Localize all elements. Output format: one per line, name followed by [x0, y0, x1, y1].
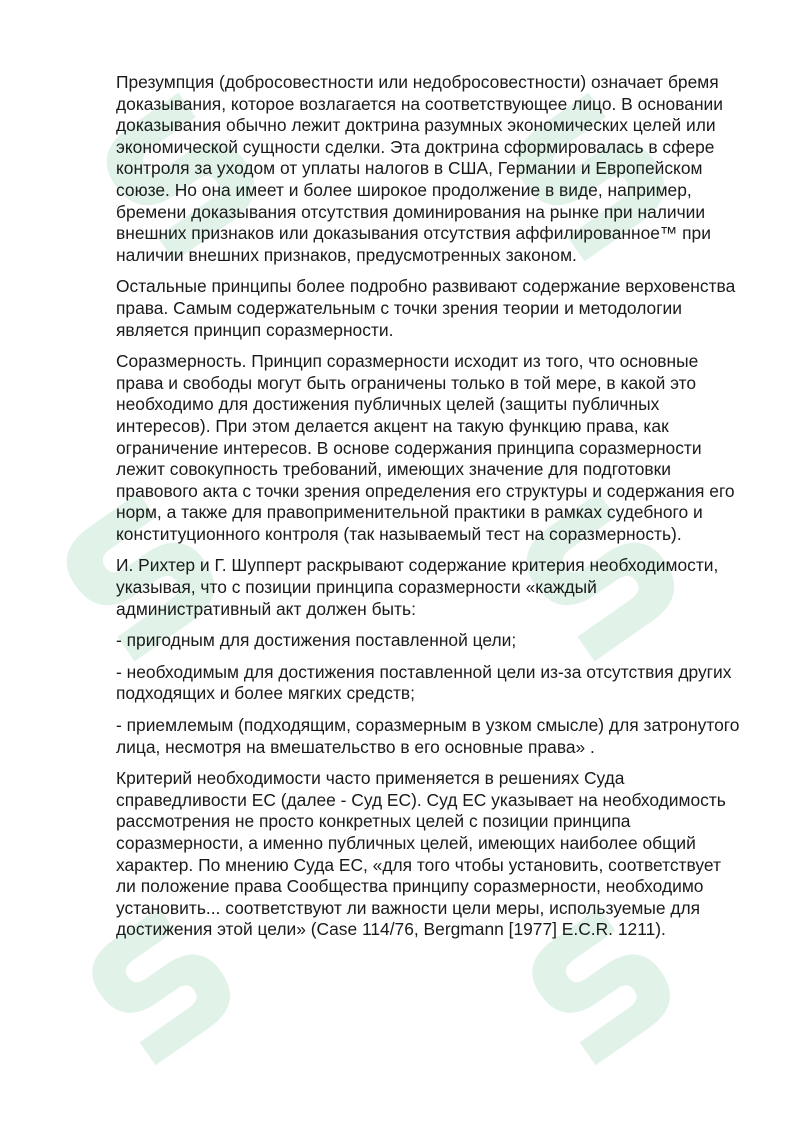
document-body — [116, 72, 744, 951]
list-item-acceptable: - приемлемым (подходящим, соразмерным в узком смысле) для затронутого лица, несмотря на вмешательство в его основные права» . — [116, 715, 740, 757]
list-item-suitable: - пригодным для достижения поставленной цели; — [116, 630, 517, 651]
paragraph-presumption: Презумпция (добросовестности или недобросовестности) означает бремя доказывания, которое возлагается на соответствующее лицо. В основании доказывания обычно лежит доктрина разумных экономических целей или экономической сущности сделки. Эта доктрина сформировалась в сфере контроля за уходом от уплаты налогов в США, Германии и Европейском союзе. Но она имеет и более широкое продолжение в виде, например, бремени доказывания отсутствия доминирования на рынке при наличии внешних признаков или доказывания отсутствия аффилированное™ при наличии внешних признаков, предусмотренных законом. — [116, 72, 723, 265]
paragraph-necessity-criterion: Критерий необходимости часто применяется в решениях Суда справедливости ЕС (далее - Суд ЕС). Суд ЕС указывает на необходимость рассмотрения не просто конкретных целей с позиции принципа соразмерности, а именно публичных целей, имеющих наиболее общий характер. По мнению Суда ЕС, «для того чтобы установить, соответствует ли положение права Сообщества принципу соразмерности, необходимо установить... соответствуют ли важности цели меры, используемые для достижения этой цели» (Case 114/76, Bergmann [1977] E.C.R. 1211). — [116, 768, 726, 940]
paragraph-richter-schuppert: И. Рихтер и Г. Шупперт раскрывают содержание критерия необходимости, указывая, что с позиции принципа соразмерности «каждый административный акт должен быть: — [116, 555, 719, 619]
paragraph-proportionality: Соразмерность. Принцип соразмерности исходит из того, что основные права и свободы могут быть ограничены только в той мере, в какой это необходимо для достижения публичных целей (защиты публичных интересов). При этом делается акцент на такую функцию права, как ограничение интересов. В основе содержания принципа соразмерности лежит совокупность требований, имеющих значение для подготовки правового акта с точки зрения определения его структуры и содержания его норм, а также для правоприменительной практики в рамках судебного и конституционного контроля (так называемый тест на соразмерность). — [116, 351, 735, 544]
paragraph-other-principles: Остальные принципы более подробно развивают содержание верховенства права. Самым содержательным с точки зрения теории и методологии является принцип соразмерности. — [116, 276, 736, 340]
list-item-necessary: - необходимым для достижения поставленной цели из-за отсутствия других подходящих и более мягких средств; — [116, 661, 732, 704]
